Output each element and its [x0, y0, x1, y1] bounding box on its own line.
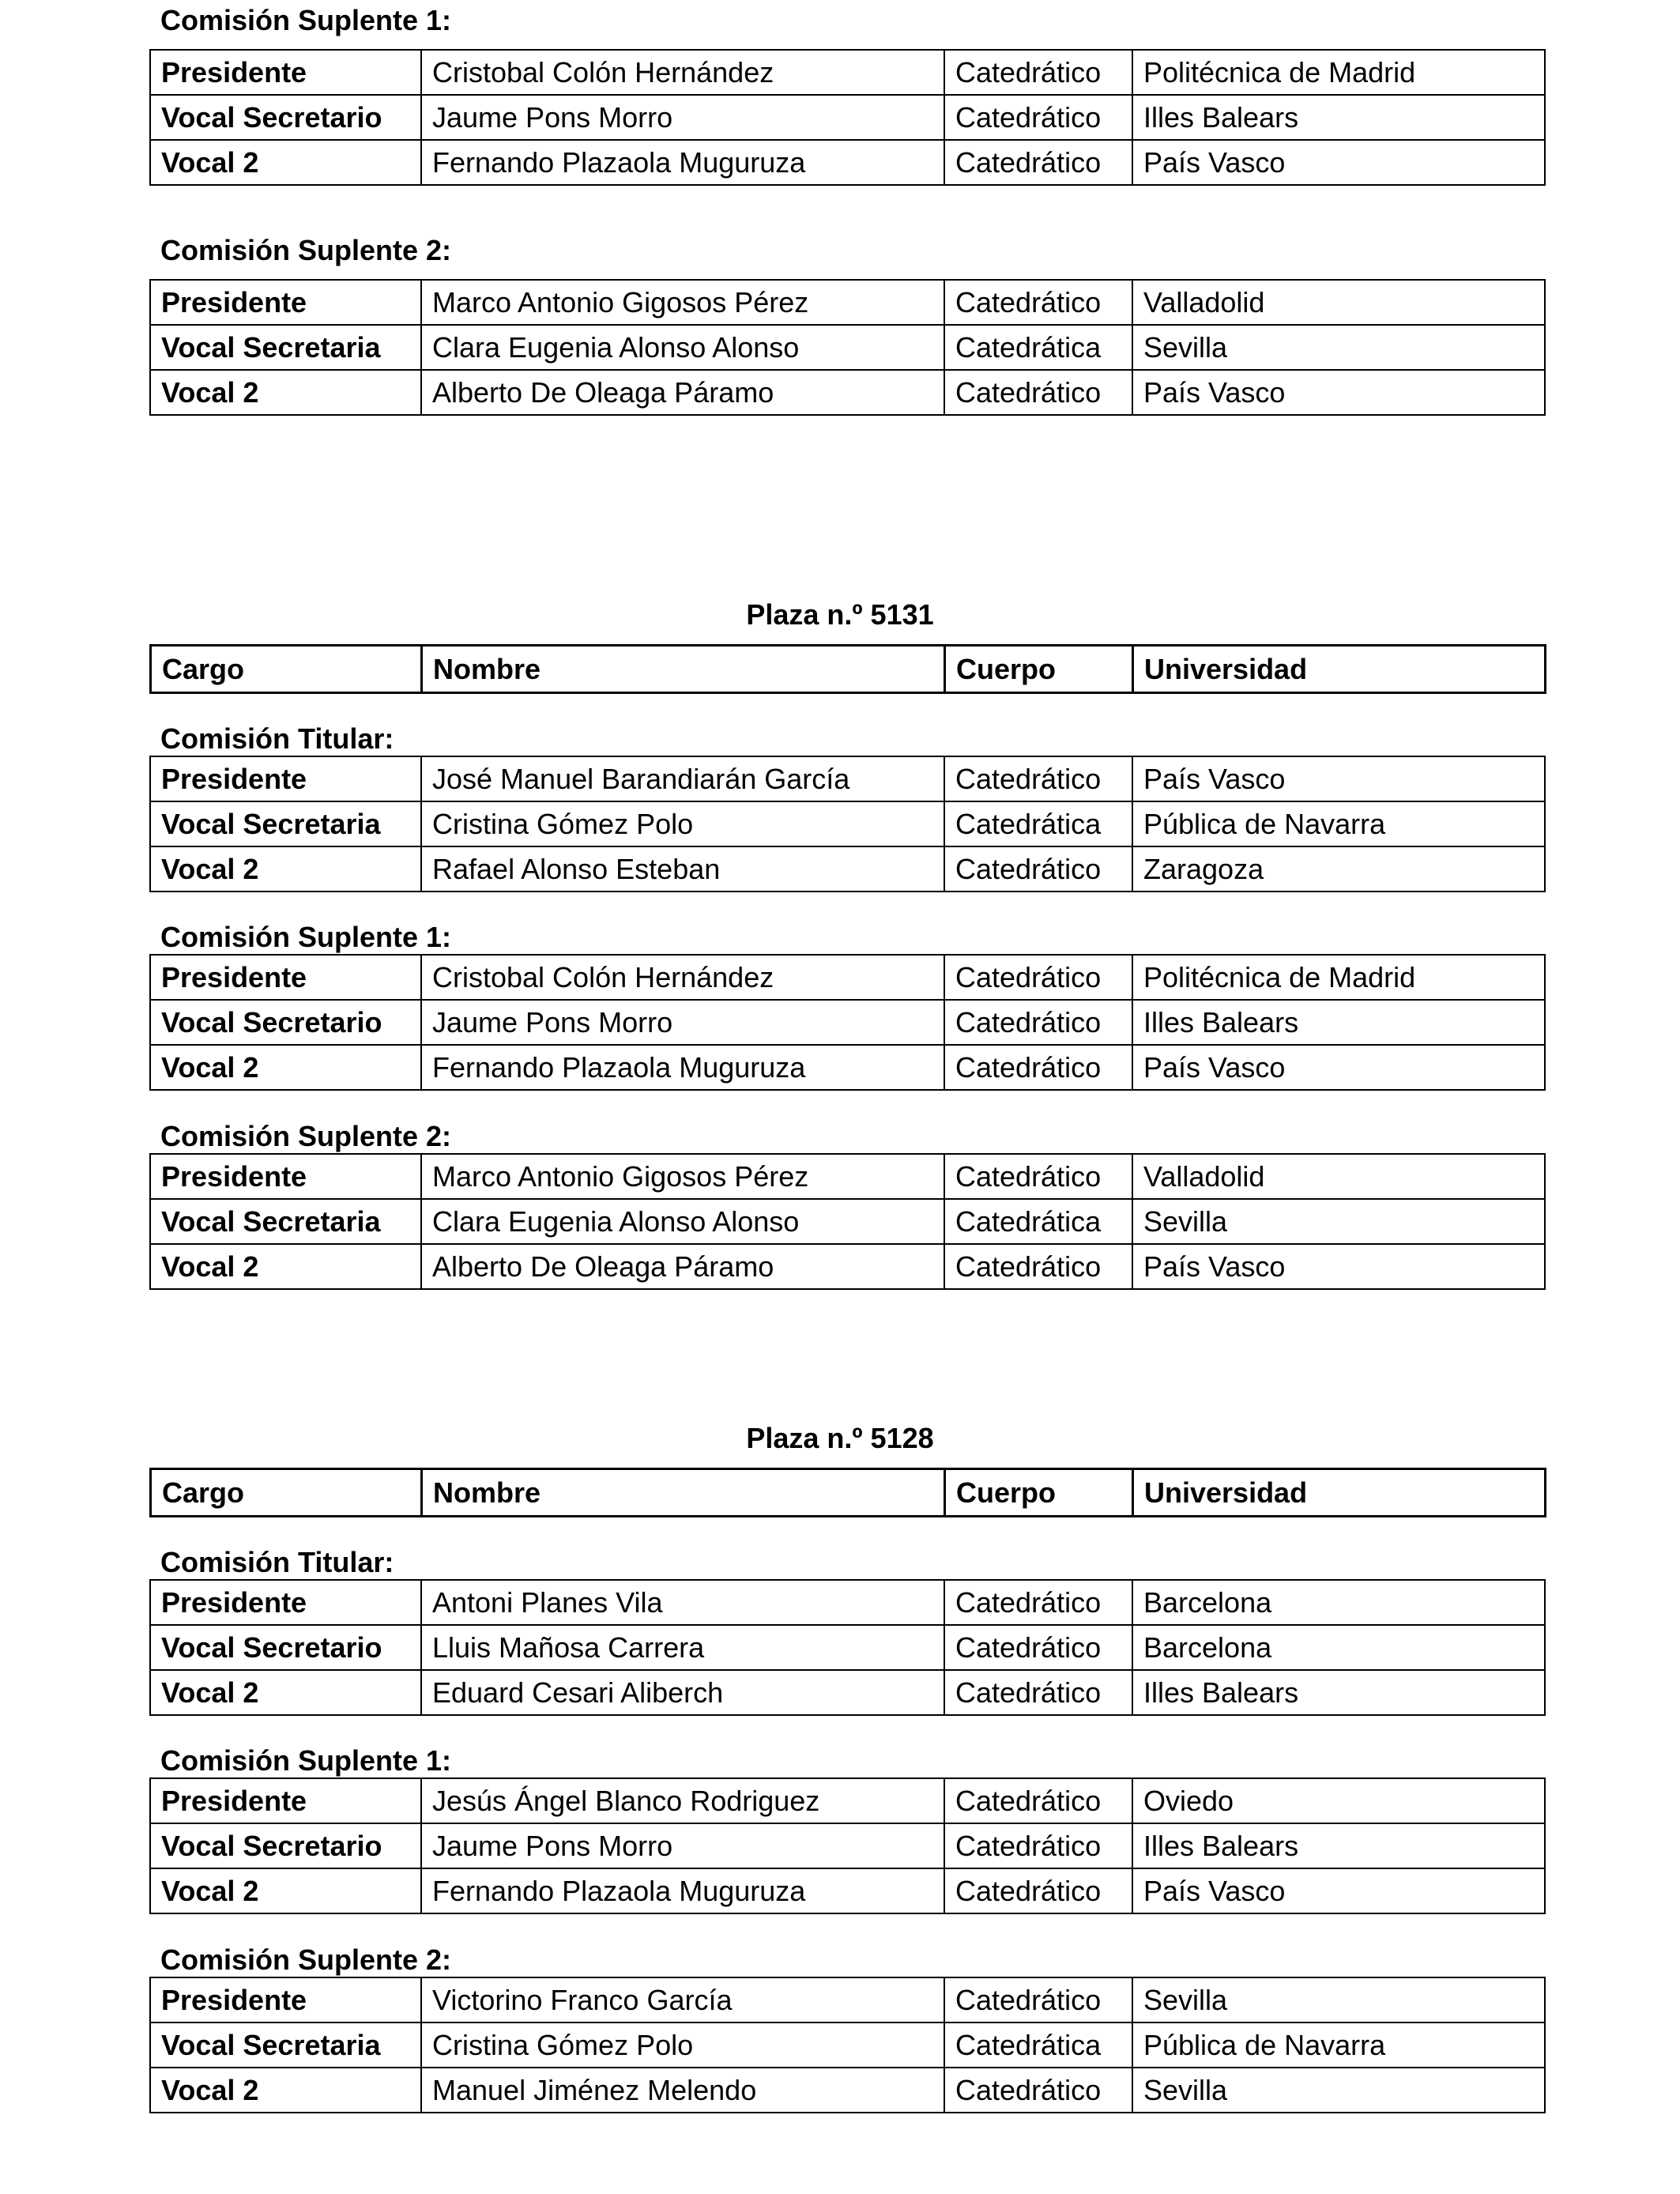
cuerpo-cell: Catedrático: [944, 846, 1132, 892]
cuerpo-cell: Catedrático: [944, 95, 1132, 140]
cargo-cell: Vocal Secretario: [150, 1625, 421, 1670]
table-row: [150, 801, 1545, 846]
nombre-cell: Jaume Pons Morro: [421, 1823, 944, 1868]
plaza-title: Plaza n.º 5131: [746, 598, 934, 631]
table-row: [150, 50, 1545, 95]
cuerpo-cell: Catedrático: [944, 2068, 1132, 2113]
universidad-cell: Sevilla: [1132, 2068, 1545, 2113]
universidad-cell: País Vasco: [1132, 140, 1545, 185]
table-row: [150, 1000, 1545, 1045]
section-label-titular: Comisión Titular:: [160, 1546, 394, 1578]
universidad-cell: Sevilla: [1132, 1199, 1545, 1244]
universidad-cell: Sevilla: [1132, 325, 1545, 370]
nombre-cell: José Manuel Barandiarán García: [421, 756, 944, 801]
table-row: [150, 1778, 1545, 1823]
nombre-cell: Eduard Cesari Aliberch: [421, 1670, 944, 1715]
universidad-cell: Politécnica de Madrid: [1132, 955, 1545, 1000]
header-row: [151, 646, 1546, 693]
section-label-suplente-2: Comisión Suplente 2:: [160, 1120, 452, 1152]
nombre-cell: Fernando Plazaola Muguruza: [421, 1868, 944, 1913]
universidad-cell: País Vasco: [1132, 1244, 1545, 1289]
cargo-cell: Vocal Secretaria: [150, 1199, 421, 1244]
header-universidad: Universidad: [1133, 1469, 1546, 1517]
universidad-cell: País Vasco: [1132, 1868, 1545, 1913]
nombre-cell: Jesús Ángel Blanco Rodriguez: [421, 1778, 944, 1823]
nombre-cell: Cristina Gómez Polo: [421, 801, 944, 846]
committee-table: [149, 756, 1546, 892]
table-row: [150, 1199, 1545, 1244]
cargo-cell: Vocal Secretaria: [150, 801, 421, 846]
header-nombre: Nombre: [422, 1469, 945, 1517]
cuerpo-cell: Catedrático: [944, 50, 1132, 95]
table-row: [150, 846, 1545, 892]
cargo-cell: Presidente: [150, 1977, 421, 2022]
committee-table: [149, 1153, 1546, 1290]
cuerpo-cell: Catedrático: [944, 756, 1132, 801]
section-label-suplente-1: Comisión Suplente 1:: [160, 1744, 452, 1777]
cuerpo-cell: Catedrático: [944, 1580, 1132, 1625]
nombre-cell: Alberto De Oleaga Páramo: [421, 1244, 944, 1289]
cuerpo-cell: Catedrático: [944, 1868, 1132, 1913]
section-label-suplente-2: Comisión Suplente 2:: [160, 1943, 452, 1976]
table-row: [150, 1045, 1545, 1090]
nombre-cell: Marco Antonio Gigosos Pérez: [421, 280, 944, 325]
committee-table: [149, 1977, 1546, 2113]
cargo-cell: Vocal 2: [150, 846, 421, 892]
committee-table: [149, 954, 1546, 1091]
cuerpo-cell: Catedrático: [944, 1045, 1132, 1090]
universidad-cell: Politécnica de Madrid: [1132, 50, 1545, 95]
section-label-suplente-1: Comisión Suplente 1:: [160, 921, 452, 953]
universidad-cell: Illes Balears: [1132, 95, 1545, 140]
universidad-cell: Zaragoza: [1132, 846, 1545, 892]
universidad-cell: Illes Balears: [1132, 1823, 1545, 1868]
cuerpo-cell: Catedrática: [944, 2022, 1132, 2068]
table-row: [150, 140, 1545, 185]
nombre-cell: Antoni Planes Vila: [421, 1580, 944, 1625]
cuerpo-cell: Catedrático: [944, 1977, 1132, 2022]
header-cuerpo: Cuerpo: [945, 646, 1133, 693]
universidad-cell: País Vasco: [1132, 756, 1545, 801]
cuerpo-cell: Catedrática: [944, 801, 1132, 846]
table-row: [150, 1670, 1545, 1715]
cargo-cell: Vocal 2: [150, 140, 421, 185]
nombre-cell: Cristobal Colón Hernández: [421, 50, 944, 95]
cargo-cell: Vocal Secretario: [150, 1823, 421, 1868]
table-row: [150, 1580, 1545, 1625]
table-row: [150, 1625, 1545, 1670]
table-row: [150, 955, 1545, 1000]
cuerpo-cell: Catedrático: [944, 1244, 1132, 1289]
universidad-cell: Illes Balears: [1132, 1670, 1545, 1715]
cargo-cell: Vocal Secretario: [150, 95, 421, 140]
cargo-cell: Presidente: [150, 1580, 421, 1625]
committee-table: [149, 49, 1546, 186]
table-row: [150, 95, 1545, 140]
nombre-cell: Clara Eugenia Alonso Alonso: [421, 325, 944, 370]
committee-table: [149, 1579, 1546, 1716]
nombre-cell: Jaume Pons Morro: [421, 95, 944, 140]
cargo-cell: Presidente: [150, 1778, 421, 1823]
cuerpo-cell: Catedrático: [944, 1823, 1132, 1868]
header-cuerpo: Cuerpo: [945, 1469, 1133, 1517]
column-header-table: [149, 1468, 1546, 1517]
nombre-cell: Cristobal Colón Hernández: [421, 955, 944, 1000]
cargo-cell: Presidente: [150, 1154, 421, 1199]
universidad-cell: Pública de Navarra: [1132, 801, 1545, 846]
nombre-cell: Rafael Alonso Esteban: [421, 846, 944, 892]
header-universidad: Universidad: [1133, 646, 1546, 693]
cuerpo-cell: Catedrático: [944, 370, 1132, 415]
cargo-cell: Vocal 2: [150, 370, 421, 415]
universidad-cell: Oviedo: [1132, 1778, 1545, 1823]
universidad-cell: Valladolid: [1132, 280, 1545, 325]
universidad-cell: Barcelona: [1132, 1580, 1545, 1625]
nombre-cell: Alberto De Oleaga Páramo: [421, 370, 944, 415]
nombre-cell: Fernando Plazaola Muguruza: [421, 140, 944, 185]
cargo-cell: Vocal Secretario: [150, 1000, 421, 1045]
cuerpo-cell: Catedrática: [944, 325, 1132, 370]
header-cargo: Cargo: [151, 1469, 422, 1517]
cuerpo-cell: Catedrático: [944, 1154, 1132, 1199]
universidad-cell: País Vasco: [1132, 370, 1545, 415]
header-nombre: Nombre: [422, 646, 945, 693]
cargo-cell: Vocal 2: [150, 1244, 421, 1289]
nombre-cell: Manuel Jiménez Melendo: [421, 2068, 944, 2113]
cuerpo-cell: Catedrático: [944, 140, 1132, 185]
table-row: [150, 2068, 1545, 2113]
cuerpo-cell: Catedrática: [944, 1199, 1132, 1244]
nombre-cell: Cristina Gómez Polo: [421, 2022, 944, 2068]
cuerpo-cell: Catedrático: [944, 280, 1132, 325]
cuerpo-cell: Catedrático: [944, 1625, 1132, 1670]
committee-table: [149, 279, 1546, 416]
header-row: [151, 1469, 1546, 1517]
nombre-cell: Victorino Franco García: [421, 1977, 944, 2022]
table-row: [150, 2022, 1545, 2068]
cargo-cell: Vocal 2: [150, 2068, 421, 2113]
cuerpo-cell: Catedrático: [944, 955, 1132, 1000]
nombre-cell: Jaume Pons Morro: [421, 1000, 944, 1045]
section-label-titular: Comisión Titular:: [160, 722, 394, 755]
cargo-cell: Presidente: [150, 756, 421, 801]
cargo-cell: Vocal Secretaria: [150, 325, 421, 370]
nombre-cell: Clara Eugenia Alonso Alonso: [421, 1199, 944, 1244]
cargo-cell: Vocal 2: [150, 1868, 421, 1913]
column-header-table: [149, 644, 1546, 694]
table-row: [150, 1244, 1545, 1289]
cuerpo-cell: Catedrático: [944, 1000, 1132, 1045]
cargo-cell: Presidente: [150, 280, 421, 325]
cuerpo-cell: Catedrático: [944, 1670, 1132, 1715]
universidad-cell: Sevilla: [1132, 1977, 1545, 2022]
cargo-cell: Vocal Secretaria: [150, 2022, 421, 2068]
cargo-cell: Presidente: [150, 955, 421, 1000]
cargo-cell: Vocal 2: [150, 1045, 421, 1090]
universidad-cell: Pública de Navarra: [1132, 2022, 1545, 2068]
table-row: [150, 280, 1545, 325]
cargo-cell: Presidente: [150, 50, 421, 95]
universidad-cell: Valladolid: [1132, 1154, 1545, 1199]
table-row: [150, 1823, 1545, 1868]
universidad-cell: País Vasco: [1132, 1045, 1545, 1090]
table-row: [150, 756, 1545, 801]
table-row: [150, 1977, 1545, 2022]
cuerpo-cell: Catedrático: [944, 1778, 1132, 1823]
table-row: [150, 325, 1545, 370]
table-row: [150, 370, 1545, 415]
committee-table: [149, 1777, 1546, 1914]
nombre-cell: Marco Antonio Gigosos Pérez: [421, 1154, 944, 1199]
universidad-cell: Barcelona: [1132, 1625, 1545, 1670]
universidad-cell: Illes Balears: [1132, 1000, 1545, 1045]
cargo-cell: Vocal 2: [150, 1670, 421, 1715]
nombre-cell: Lluis Mañosa Carrera: [421, 1625, 944, 1670]
section-label-suplente-1: Comisión Suplente 1:: [160, 4, 452, 36]
header-cargo: Cargo: [151, 646, 422, 693]
section-label-suplente-2: Comisión Suplente 2:: [160, 234, 452, 266]
plaza-title: Plaza n.º 5128: [746, 1422, 934, 1454]
table-row: [150, 1154, 1545, 1199]
table-row: [150, 1868, 1545, 1913]
nombre-cell: Fernando Plazaola Muguruza: [421, 1045, 944, 1090]
